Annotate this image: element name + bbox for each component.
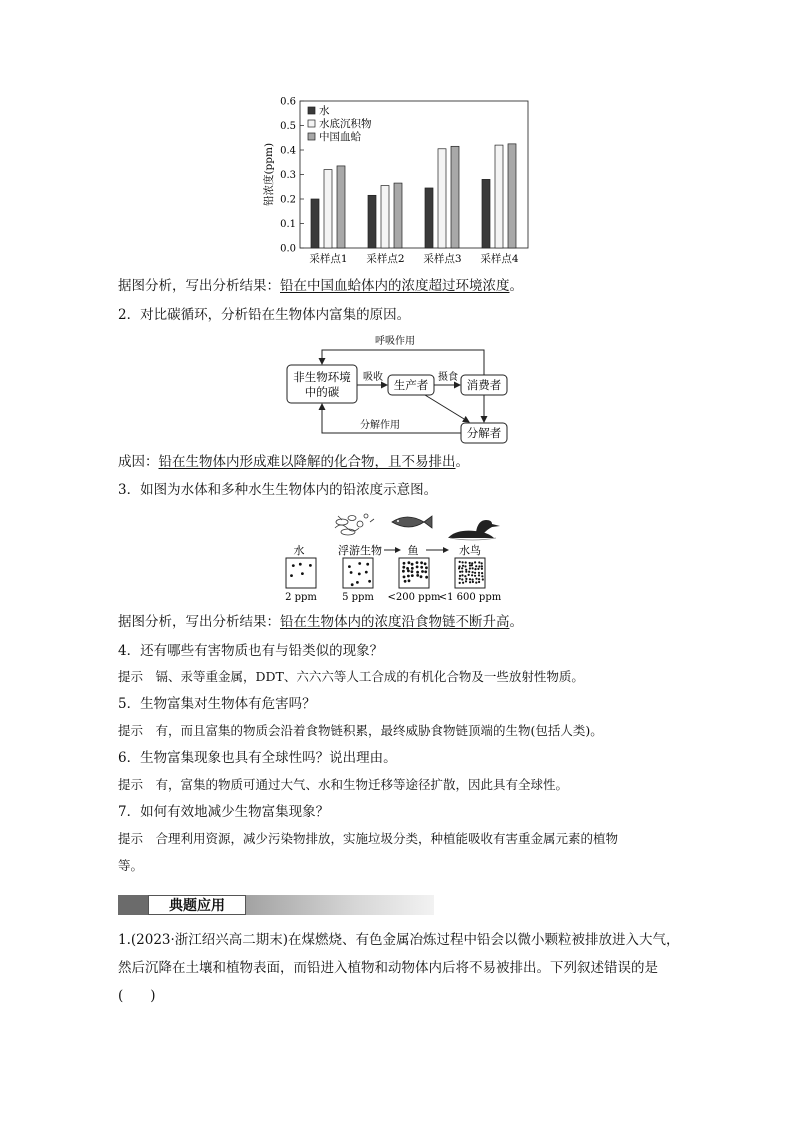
result1-end: 。 <box>509 278 523 294</box>
absorb-label: 吸收 <box>363 372 383 383</box>
legend-label: 中国血蛤 <box>319 131 361 143</box>
lead-particle <box>402 570 405 573</box>
carbon-cycle-diagram <box>285 332 525 447</box>
abiotic-label-2: 中的碳 <box>304 385 340 399</box>
cause-line <box>118 452 469 472</box>
lead-particle <box>459 582 461 584</box>
lead-particle <box>301 572 304 575</box>
lead-particle <box>477 568 479 570</box>
lead-particle <box>469 581 471 583</box>
feed-label: 摄食 <box>438 372 458 383</box>
y-axis-label: 铅浓度(ppm) <box>263 142 275 207</box>
hint-6: 提示 有，富集的物质可通过大气、水和生物迁移等途径扩散，因此具有全球性。 <box>118 777 569 792</box>
section-title: 典题应用 <box>148 895 246 915</box>
lead-particle <box>424 570 427 573</box>
lead-particle <box>481 575 483 577</box>
plankton-illustration <box>335 514 374 535</box>
x-tick-label: 采样点4 <box>480 253 519 265</box>
x-tick-label: 采样点3 <box>423 253 462 265</box>
lead-particle <box>471 564 473 566</box>
lead-particle <box>299 563 302 566</box>
lead-particle <box>425 576 428 579</box>
result3-line <box>118 612 523 632</box>
y-tick-label: 0.6 <box>280 96 296 108</box>
question-7: 7．如何有效地减少生物富集现象？ <box>118 804 330 820</box>
lead-particle <box>459 561 461 563</box>
legend-swatch <box>308 120 315 127</box>
bar-水底沉积物-采样点4 <box>495 145 503 248</box>
question-5: 5．生物富集对生物体有危害吗？ <box>118 696 316 712</box>
ppm-fish: <200 ppm <box>387 592 441 603</box>
lead-particle <box>458 567 460 569</box>
x-tick-label: 采样点1 <box>309 253 348 265</box>
lead-particle <box>462 565 464 567</box>
lead-particle <box>411 574 414 577</box>
lead-particle <box>351 583 354 586</box>
hint-7-line1: 提示 合理利用资源，减少污染物排放，实施垃圾分类，种植能吸收有害重金属元素的植物 <box>118 831 619 846</box>
lead-particle <box>348 565 351 568</box>
lead-particle <box>350 571 353 574</box>
label-fish: 鱼 <box>407 544 419 557</box>
lead-particle <box>403 576 406 579</box>
lead-particle <box>468 571 470 573</box>
y-tick-label: 0.3 <box>280 170 296 181</box>
lead-particle <box>421 570 424 573</box>
lead-particle <box>459 578 461 580</box>
lead-particle <box>475 578 477 580</box>
lead-particle <box>469 578 471 580</box>
lead-particle <box>469 564 471 566</box>
problem-1-line1: 1.(2023·浙江绍兴高二期末)在煤燃烧、有色金属冶炼过程中铅会以微小颗粒被排放进入大气， <box>118 932 680 948</box>
lead-particle <box>461 574 463 576</box>
lead-particle <box>407 575 410 578</box>
cause-answer: 铅在生物体内形成难以降解的化合物，且不易排出 <box>158 454 456 470</box>
legend-swatch <box>308 133 315 140</box>
bar-中国血蛤-采样点4 <box>508 144 516 248</box>
result3-end: 。 <box>509 614 523 630</box>
question-6: 6．生物富集现象也具有全球性吗？说出理由。 <box>118 750 397 766</box>
legend-label: 水底沉积物 <box>319 118 372 130</box>
lead-particle <box>465 569 467 571</box>
respiration-label: 呼吸作用 <box>375 336 415 347</box>
ppm-water: 2 ppm <box>285 592 317 603</box>
lead-particle <box>416 574 419 577</box>
question-4: 4．还有哪些有害物质也有与铅类似的现象？ <box>118 643 384 659</box>
hint-7-line2: 等。 <box>118 858 144 873</box>
question-3: 3．如图为水体和多种水生生物体内的铅浓度示意图。 <box>118 482 438 498</box>
lead-particle <box>464 565 466 567</box>
bar-水-采样点2 <box>368 195 376 248</box>
lead-particle <box>461 571 463 573</box>
cause-end: 。 <box>455 454 469 470</box>
legend-label: 水 <box>319 105 330 117</box>
fish-illustration <box>392 516 432 528</box>
lead-particle <box>475 565 477 567</box>
lead-particle <box>356 581 359 584</box>
x-tick-label: 采样点2 <box>366 253 405 265</box>
lead-particle <box>474 568 476 570</box>
hint-5: 提示 有，而且富集的物质会沿着食物链积累，最终威胁食物链顶端的生物(包括人类)。 <box>118 723 603 738</box>
lead-particle <box>481 568 483 570</box>
bar-水-采样点3 <box>425 188 433 248</box>
lead-particle <box>478 565 480 567</box>
lead-particle <box>459 571 461 573</box>
lead-particle <box>474 575 476 577</box>
lead-particle <box>402 566 405 569</box>
bar-水底沉积物-采样点3 <box>438 149 446 248</box>
label-plankton: 浮游生物 <box>338 544 382 557</box>
lead-particle <box>416 566 419 569</box>
lead-particle <box>358 573 361 576</box>
lead-particle <box>309 564 312 567</box>
abiotic-label-1: 非生物环境 <box>293 370 351 384</box>
lead-particle <box>403 562 406 565</box>
lead-particle <box>411 570 414 573</box>
lead-particle <box>408 561 411 564</box>
ppm-plankton: 5 ppm <box>342 592 374 603</box>
bird-illustration <box>448 520 500 540</box>
y-tick-label: 0.2 <box>280 194 296 206</box>
lead-particle <box>411 567 414 570</box>
bar-水-采样点4 <box>482 179 490 248</box>
label-bird: 水鸟 <box>459 544 481 557</box>
problem-1-line2: 然后沉降在土壤和植物表面，而铅进入植物和动物体内后将不易被排出。下列叙述错误的是 <box>118 960 658 976</box>
lead-particle <box>478 578 480 580</box>
lead-particle <box>365 571 368 574</box>
section-header-marker <box>118 895 148 915</box>
producer-decomposer-arrow <box>425 395 469 422</box>
lead-particle <box>481 565 483 567</box>
lead-particle <box>472 567 474 569</box>
lead-particle <box>465 571 467 573</box>
ppm-bird: <1 600 ppm <box>438 592 502 603</box>
box-water <box>286 558 316 588</box>
lead-particle <box>420 566 423 569</box>
lead-particle <box>408 579 411 582</box>
result1-line <box>118 276 523 296</box>
bar-水底沉积物-采样点2 <box>381 186 389 248</box>
y-tick-label: 0.5 <box>280 121 296 132</box>
hint-4: 提示 镉、汞等重金属，DDT、六六六等人工合成的有机化合物及一些放射性物质。 <box>118 669 584 684</box>
lead-particle <box>411 563 414 566</box>
bar-水-采样点1 <box>311 199 319 248</box>
lead-particle <box>416 561 419 564</box>
lead-particle <box>465 580 467 582</box>
lead-particle <box>469 567 471 569</box>
decomposer-label: 分解者 <box>466 426 502 440</box>
lead-particle <box>481 572 483 574</box>
lead-particle <box>469 562 471 564</box>
bar-中国血蛤-采样点3 <box>451 146 459 248</box>
lead-particle <box>462 561 464 563</box>
lead-particle <box>478 561 480 563</box>
problem-1-answer-blank: ( ) <box>118 988 156 1004</box>
lead-particle <box>459 565 461 567</box>
producer-label: 生产者 <box>393 378 429 392</box>
lead-particle <box>478 574 480 576</box>
question-2: 2．对比碳循环，分析铅在生物体内富集的原因。 <box>118 307 411 323</box>
legend-swatch <box>308 107 315 114</box>
lead-particle <box>471 574 473 576</box>
y-tick-label: 0.4 <box>280 145 296 157</box>
lead-particle <box>290 574 293 577</box>
lead-particle <box>472 581 474 583</box>
result3-prefix: 据图分析，写出分析结果： <box>118 614 280 630</box>
lead-particle <box>461 578 463 580</box>
lead-particle <box>366 563 369 566</box>
lead-particle <box>424 562 427 565</box>
result1-prefix: 据图分析，写出分析结果： <box>118 278 280 294</box>
result1-answer: 铅在中国血蛤体内的浓度超过环境浓度 <box>280 278 510 294</box>
lead-particle <box>416 571 419 574</box>
lead-particle <box>292 564 295 567</box>
lead-particle <box>420 561 423 564</box>
lead-particle <box>481 562 483 564</box>
lead-biomagnification-diagram <box>280 510 525 605</box>
y-tick-label: 0.0 <box>280 243 296 255</box>
lead-particle <box>475 582 477 584</box>
lead-particle <box>465 561 467 563</box>
cause-prefix: 成因： <box>118 454 159 470</box>
lead-particle <box>406 567 409 570</box>
lead-particle <box>474 572 476 574</box>
lead-particle <box>472 579 474 581</box>
lead-particle <box>407 570 410 573</box>
lead-particle <box>471 562 473 564</box>
y-tick-label: 0.1 <box>280 219 296 230</box>
consumer-label: 消费者 <box>466 378 502 392</box>
lead-particle <box>472 571 474 573</box>
bar-水底沉积物-采样点1 <box>324 170 332 248</box>
lead-particle <box>468 574 470 576</box>
result3-answer: 铅在生物体内的浓度沿食物链不断升高 <box>280 614 510 630</box>
lead-particle <box>465 578 467 580</box>
label-water: 水 <box>293 544 305 557</box>
lead-particle <box>420 575 423 578</box>
decomposition-label: 分解作用 <box>360 420 400 431</box>
lead-particle <box>461 567 463 569</box>
lead-particle <box>482 578 484 580</box>
lead-particle <box>462 582 464 584</box>
lead-particle <box>478 572 480 574</box>
lead-particle <box>358 562 361 565</box>
bar-中国血蛤-采样点1 <box>337 166 345 248</box>
lead-particle <box>464 575 466 577</box>
lead-particle <box>368 580 371 583</box>
lead-particle <box>478 581 480 583</box>
lead-particle <box>474 561 476 563</box>
lead-bar-chart <box>260 95 540 270</box>
lead-particle <box>425 566 428 569</box>
bar-中国血蛤-采样点2 <box>394 183 402 248</box>
lead-particle <box>459 575 461 577</box>
lead-particle <box>404 580 407 583</box>
